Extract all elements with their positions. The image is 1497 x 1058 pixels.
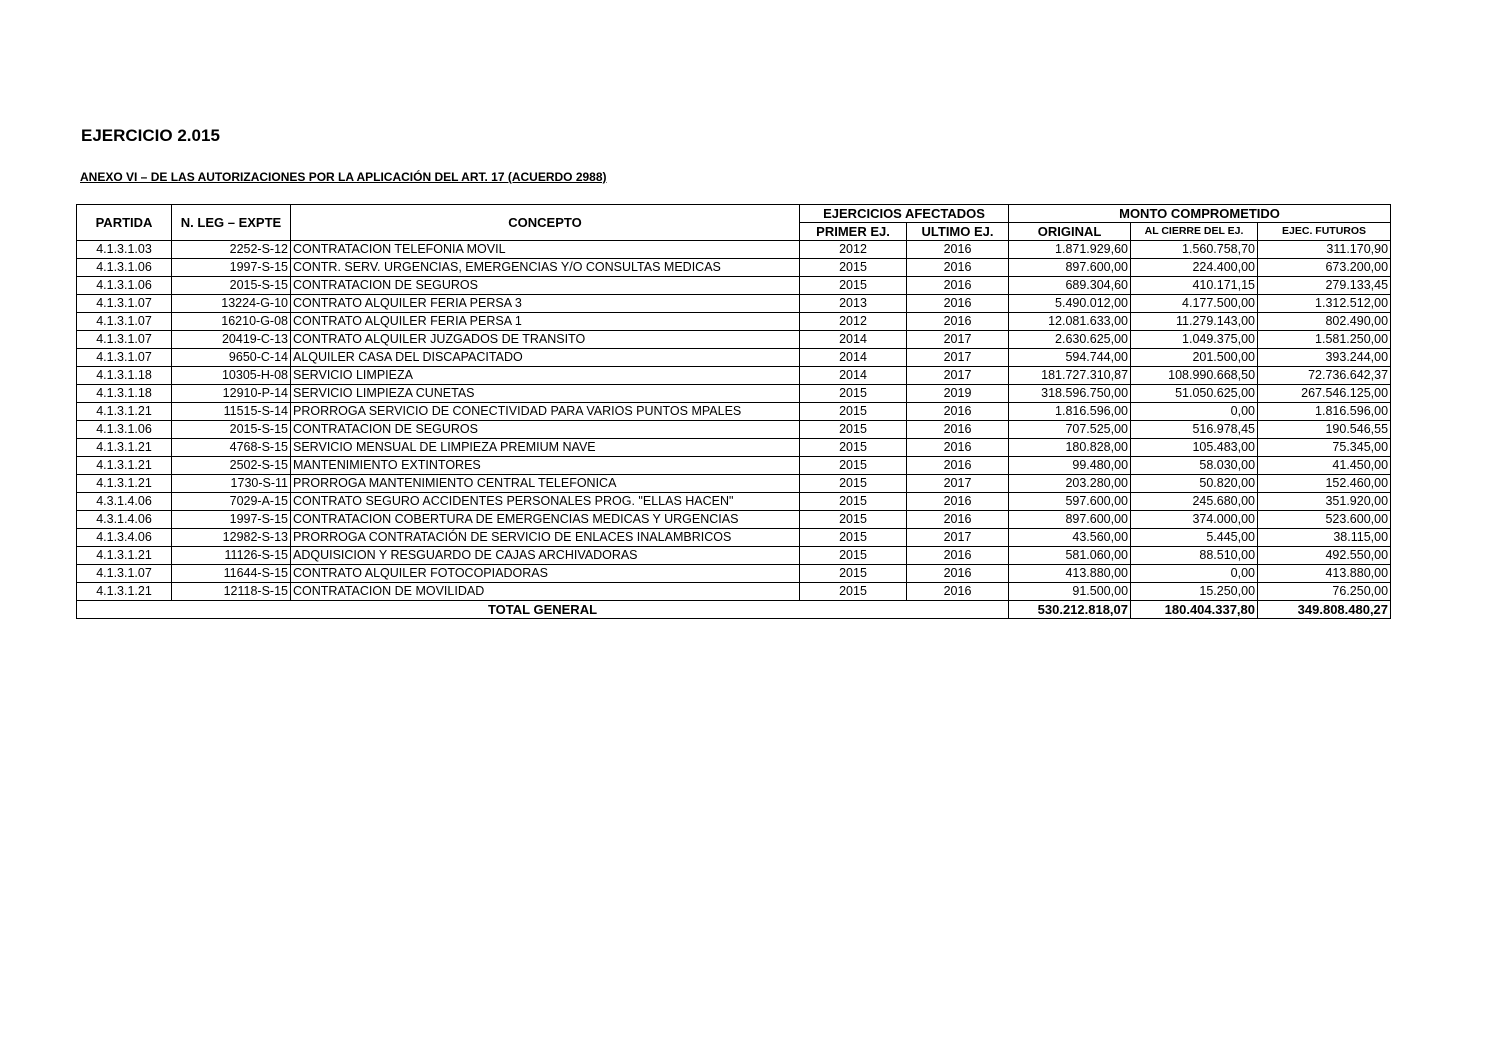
cell-leg-expte: 1997-S-15 <box>172 511 291 529</box>
cell-original: 181.727.310,87 <box>1009 367 1131 385</box>
cell-primer-ej: 2015 <box>800 583 907 601</box>
cell-leg-expte: 10305-H-08 <box>172 367 291 385</box>
cell-ejec-futuros: 673.200,00 <box>1258 259 1391 277</box>
cell-primer-ej: 2015 <box>800 493 907 511</box>
cell-ejec-futuros: 311.170,90 <box>1258 241 1391 259</box>
cell-ejec-futuros: 72.736.642,37 <box>1258 367 1391 385</box>
cell-leg-expte: 2252-S-12 <box>172 241 291 259</box>
cell-ejec-futuros: 1.816.596,00 <box>1258 403 1391 421</box>
cell-primer-ej: 2013 <box>800 295 907 313</box>
cell-partida: 4.1.3.1.03 <box>77 241 172 259</box>
cell-partida: 4.1.3.1.07 <box>77 295 172 313</box>
cell-leg-expte: 7029-A-15 <box>172 493 291 511</box>
cell-concepto: ALQUILER CASA DEL DISCAPACITADO <box>291 349 800 367</box>
cell-concepto: PRORROGA CONTRATACIÓN DE SERVICIO DE ENLACES INALAMBRICOS <box>291 529 800 547</box>
cell-concepto: CONTRATO ALQUILER FERIA PERSA 1 <box>291 313 800 331</box>
cell-al-cierre: 1.049.375,00 <box>1131 331 1258 349</box>
cell-ultimo-ej: 2016 <box>907 493 1009 511</box>
cell-al-cierre: 51.050.625,00 <box>1131 385 1258 403</box>
header-ejercicios-afectados: EJERCICIOS AFECTADOS <box>800 205 1009 223</box>
cell-leg-expte: 20419-C-13 <box>172 331 291 349</box>
cell-original: 897.600,00 <box>1009 259 1131 277</box>
cell-ultimo-ej: 2016 <box>907 457 1009 475</box>
table-row <box>77 475 1391 493</box>
total-cierre: 180.404.337,80 <box>1131 601 1258 619</box>
cell-concepto: CONTRATACION DE SEGUROS <box>291 421 800 439</box>
cell-ejec-futuros: 1.312.512,00 <box>1258 295 1391 313</box>
cell-original: 707.525,00 <box>1009 421 1131 439</box>
cell-ejec-futuros: 492.550,00 <box>1258 547 1391 565</box>
cell-original: 689.304,60 <box>1009 277 1131 295</box>
cell-ultimo-ej: 2016 <box>907 403 1009 421</box>
table-row <box>77 277 1391 295</box>
table-row <box>77 385 1391 403</box>
cell-al-cierre: 374.000,00 <box>1131 511 1258 529</box>
annex-subtitle: ANEXO VI – DE LAS AUTORIZACIONES POR LA APLICACIÓN DEL ART. 17 (ACUERDO 2988) <box>80 170 607 184</box>
cell-leg-expte: 11126-S-15 <box>172 547 291 565</box>
cell-al-cierre: 1.560.758,70 <box>1131 241 1258 259</box>
cell-original: 12.081.633,00 <box>1009 313 1131 331</box>
cell-concepto: CONTR. SERV. URGENCIAS, EMERGENCIAS Y/O CONSULTAS MEDICAS <box>291 259 800 277</box>
cell-original: 180.828,00 <box>1009 439 1131 457</box>
cell-leg-expte: 13224-G-10 <box>172 295 291 313</box>
table-row <box>77 493 1391 511</box>
cell-concepto: CONTRATO ALQUILER JUZGADOS DE TRANSITO <box>291 331 800 349</box>
cell-ejec-futuros: 1.581.250,00 <box>1258 331 1391 349</box>
cell-original: 597.600,00 <box>1009 493 1131 511</box>
cell-partida: 4.1.3.1.21 <box>77 439 172 457</box>
cell-al-cierre: 88.510,00 <box>1131 547 1258 565</box>
cell-partida: 4.1.3.1.06 <box>77 259 172 277</box>
header-original: ORIGINAL <box>1009 223 1131 241</box>
cell-al-cierre: 5.445,00 <box>1131 529 1258 547</box>
cell-partida: 4.1.3.1.07 <box>77 565 172 583</box>
cell-original: 897.600,00 <box>1009 511 1131 529</box>
header-monto-comprometido: MONTO COMPROMETIDO <box>1009 205 1391 223</box>
cell-ultimo-ej: 2016 <box>907 547 1009 565</box>
cell-partida: 4.1.3.1.18 <box>77 367 172 385</box>
cell-ultimo-ej: 2017 <box>907 349 1009 367</box>
table-row <box>77 295 1391 313</box>
cell-al-cierre: 0,00 <box>1131 565 1258 583</box>
cell-ultimo-ej: 2016 <box>907 439 1009 457</box>
page-title: EJERCICIO 2.015 <box>81 126 220 145</box>
cell-original: 2.630.625,00 <box>1009 331 1131 349</box>
cell-ultimo-ej: 2017 <box>907 367 1009 385</box>
cell-primer-ej: 2015 <box>800 259 907 277</box>
authorizations-table <box>76 204 1391 619</box>
cell-original: 99.480,00 <box>1009 457 1131 475</box>
cell-ultimo-ej: 2016 <box>907 511 1009 529</box>
cell-primer-ej: 2015 <box>800 565 907 583</box>
cell-concepto: SERVICIO LIMPIEZA CUNETAS <box>291 385 800 403</box>
cell-concepto: CONTRATO ALQUILER FERIA PERSA 3 <box>291 295 800 313</box>
table-row <box>77 331 1391 349</box>
table-row <box>77 547 1391 565</box>
cell-al-cierre: 410.171,15 <box>1131 277 1258 295</box>
cell-concepto: SERVICIO MENSUAL DE LIMPIEZA PREMIUM NAVE <box>291 439 800 457</box>
cell-original: 1.816.596,00 <box>1009 403 1131 421</box>
cell-leg-expte: 2015-S-15 <box>172 277 291 295</box>
cell-ejec-futuros: 351.920,00 <box>1258 493 1391 511</box>
cell-partida: 4.3.1.4.06 <box>77 493 172 511</box>
cell-leg-expte: 12118-S-15 <box>172 583 291 601</box>
header-leg-expte: N. LEG – EXPTE <box>172 205 291 241</box>
cell-partida: 4.3.1.4.06 <box>77 511 172 529</box>
table-row <box>77 313 1391 331</box>
cell-concepto: CONTRATO ALQUILER FOTOCOPIADORAS <box>291 565 800 583</box>
table-row <box>77 403 1391 421</box>
header-primer-ej: PRIMER EJ. <box>800 223 907 241</box>
cell-ejec-futuros: 279.133,45 <box>1258 277 1391 295</box>
cell-ultimo-ej: 2016 <box>907 421 1009 439</box>
cell-leg-expte: 16210-G-08 <box>172 313 291 331</box>
cell-al-cierre: 58.030,00 <box>1131 457 1258 475</box>
cell-original: 1.871.929,60 <box>1009 241 1131 259</box>
cell-leg-expte: 12982-S-13 <box>172 529 291 547</box>
cell-concepto: CONTRATACION COBERTURA DE EMERGENCIAS MEDICAS Y URGENCIAS <box>291 511 800 529</box>
cell-ejec-futuros: 41.450,00 <box>1258 457 1391 475</box>
cell-partida: 4.1.3.1.06 <box>77 421 172 439</box>
cell-concepto: CONTRATACION TELEFONIA MOVIL <box>291 241 800 259</box>
cell-ultimo-ej: 2017 <box>907 331 1009 349</box>
table-row <box>77 511 1391 529</box>
table-row <box>77 241 1391 259</box>
cell-primer-ej: 2015 <box>800 547 907 565</box>
table-body <box>77 241 1391 601</box>
cell-ejec-futuros: 152.460,00 <box>1258 475 1391 493</box>
cell-leg-expte: 12910-P-14 <box>172 385 291 403</box>
cell-primer-ej: 2015 <box>800 475 907 493</box>
cell-ultimo-ej: 2017 <box>907 529 1009 547</box>
cell-primer-ej: 2014 <box>800 367 907 385</box>
cell-leg-expte: 2502-S-15 <box>172 457 291 475</box>
cell-leg-expte: 4768-S-15 <box>172 439 291 457</box>
table-row <box>77 565 1391 583</box>
cell-al-cierre: 4.177.500,00 <box>1131 295 1258 313</box>
cell-primer-ej: 2015 <box>800 421 907 439</box>
cell-ejec-futuros: 76.250,00 <box>1258 583 1391 601</box>
cell-ejec-futuros: 38.115,00 <box>1258 529 1391 547</box>
cell-al-cierre: 224.400,00 <box>1131 259 1258 277</box>
cell-concepto: CONTRATACION DE MOVILIDAD <box>291 583 800 601</box>
cell-ultimo-ej: 2016 <box>907 583 1009 601</box>
cell-leg-expte: 1730-S-11 <box>172 475 291 493</box>
cell-ejec-futuros: 267.546.125,00 <box>1258 385 1391 403</box>
cell-ultimo-ej: 2016 <box>907 295 1009 313</box>
cell-ultimo-ej: 2016 <box>907 259 1009 277</box>
cell-ultimo-ej: 2019 <box>907 385 1009 403</box>
cell-ejec-futuros: 393.244,00 <box>1258 349 1391 367</box>
cell-ejec-futuros: 190.546,55 <box>1258 421 1391 439</box>
cell-al-cierre: 15.250,00 <box>1131 583 1258 601</box>
cell-leg-expte: 11515-S-14 <box>172 403 291 421</box>
cell-ejec-futuros: 413.880,00 <box>1258 565 1391 583</box>
cell-leg-expte: 1997-S-15 <box>172 259 291 277</box>
table-row <box>77 457 1391 475</box>
cell-ultimo-ej: 2016 <box>907 313 1009 331</box>
cell-partida: 4.1.3.1.18 <box>77 385 172 403</box>
cell-leg-expte: 9650-C-14 <box>172 349 291 367</box>
cell-al-cierre: 0,00 <box>1131 403 1258 421</box>
cell-leg-expte: 2015-S-15 <box>172 421 291 439</box>
cell-partida: 4.1.3.1.06 <box>77 277 172 295</box>
cell-original: 43.560,00 <box>1009 529 1131 547</box>
cell-partida: 4.1.3.4.06 <box>77 529 172 547</box>
cell-al-cierre: 108.990.668,50 <box>1131 367 1258 385</box>
cell-partida: 4.1.3.1.07 <box>77 331 172 349</box>
total-futuros: 349.808.480,27 <box>1258 601 1391 619</box>
table-row <box>77 259 1391 277</box>
total-row <box>77 601 1391 619</box>
total-original: 530.212.818,07 <box>1009 601 1131 619</box>
cell-partida: 4.1.3.1.21 <box>77 547 172 565</box>
table-row <box>77 529 1391 547</box>
cell-primer-ej: 2015 <box>800 439 907 457</box>
cell-ejec-futuros: 75.345,00 <box>1258 439 1391 457</box>
cell-primer-ej: 2015 <box>800 277 907 295</box>
cell-concepto: PRORROGA MANTENIMIENTO CENTRAL TELEFONICA <box>291 475 800 493</box>
table-row <box>77 583 1391 601</box>
cell-partida: 4.1.3.1.21 <box>77 583 172 601</box>
table-row <box>77 421 1391 439</box>
cell-al-cierre: 105.483,00 <box>1131 439 1258 457</box>
cell-primer-ej: 2012 <box>800 241 907 259</box>
cell-primer-ej: 2015 <box>800 529 907 547</box>
cell-al-cierre: 201.500,00 <box>1131 349 1258 367</box>
cell-concepto: SERVICIO LIMPIEZA <box>291 367 800 385</box>
cell-concepto: CONTRATO SEGURO ACCIDENTES PERSONALES PROG. "ELLAS HACEN" <box>291 493 800 511</box>
cell-partida: 4.1.3.1.07 <box>77 349 172 367</box>
cell-primer-ej: 2015 <box>800 385 907 403</box>
cell-al-cierre: 245.680,00 <box>1131 493 1258 511</box>
cell-leg-expte: 11644-S-15 <box>172 565 291 583</box>
cell-partida: 4.1.3.1.21 <box>77 403 172 421</box>
cell-ejec-futuros: 523.600,00 <box>1258 511 1391 529</box>
total-label: TOTAL GENERAL <box>77 601 1009 619</box>
header-al-cierre: AL CIERRE DEL EJ. <box>1131 223 1258 241</box>
cell-al-cierre: 516.978,45 <box>1131 421 1258 439</box>
cell-concepto: ADQUISICION Y RESGUARDO DE CAJAS ARCHIVADORAS <box>291 547 800 565</box>
cell-original: 91.500,00 <box>1009 583 1131 601</box>
cell-original: 594.744,00 <box>1009 349 1131 367</box>
cell-partida: 4.1.3.1.21 <box>77 475 172 493</box>
table-row <box>77 367 1391 385</box>
cell-original: 5.490.012,00 <box>1009 295 1131 313</box>
table-row <box>77 349 1391 367</box>
cell-concepto: CONTRATACION DE SEGUROS <box>291 277 800 295</box>
cell-ejec-futuros: 802.490,00 <box>1258 313 1391 331</box>
header-concepto: CONCEPTO <box>291 205 800 241</box>
cell-concepto: PRORROGA SERVICIO DE CONECTIVIDAD PARA VARIOS PUNTOS MPALES <box>291 403 800 421</box>
cell-ultimo-ej: 2017 <box>907 475 1009 493</box>
cell-primer-ej: 2012 <box>800 313 907 331</box>
cell-al-cierre: 11.279.143,00 <box>1131 313 1258 331</box>
table-row <box>77 439 1391 457</box>
cell-concepto: MANTENIMIENTO EXTINTORES <box>291 457 800 475</box>
cell-original: 413.880,00 <box>1009 565 1131 583</box>
header-ultimo-ej: ULTIMO EJ. <box>907 223 1009 241</box>
cell-primer-ej: 2015 <box>800 403 907 421</box>
header-partida: PARTIDA <box>77 205 172 241</box>
cell-primer-ej: 2014 <box>800 331 907 349</box>
cell-original: 318.596.750,00 <box>1009 385 1131 403</box>
cell-ultimo-ej: 2016 <box>907 241 1009 259</box>
cell-primer-ej: 2014 <box>800 349 907 367</box>
cell-partida: 4.1.3.1.07 <box>77 313 172 331</box>
header-ejec-futuros: EJEC. FUTUROS <box>1258 223 1391 241</box>
cell-ultimo-ej: 2016 <box>907 565 1009 583</box>
cell-al-cierre: 50.820,00 <box>1131 475 1258 493</box>
cell-partida: 4.1.3.1.21 <box>77 457 172 475</box>
cell-primer-ej: 2015 <box>800 511 907 529</box>
cell-original: 581.060,00 <box>1009 547 1131 565</box>
cell-ultimo-ej: 2016 <box>907 277 1009 295</box>
cell-original: 203.280,00 <box>1009 475 1131 493</box>
cell-primer-ej: 2015 <box>800 457 907 475</box>
